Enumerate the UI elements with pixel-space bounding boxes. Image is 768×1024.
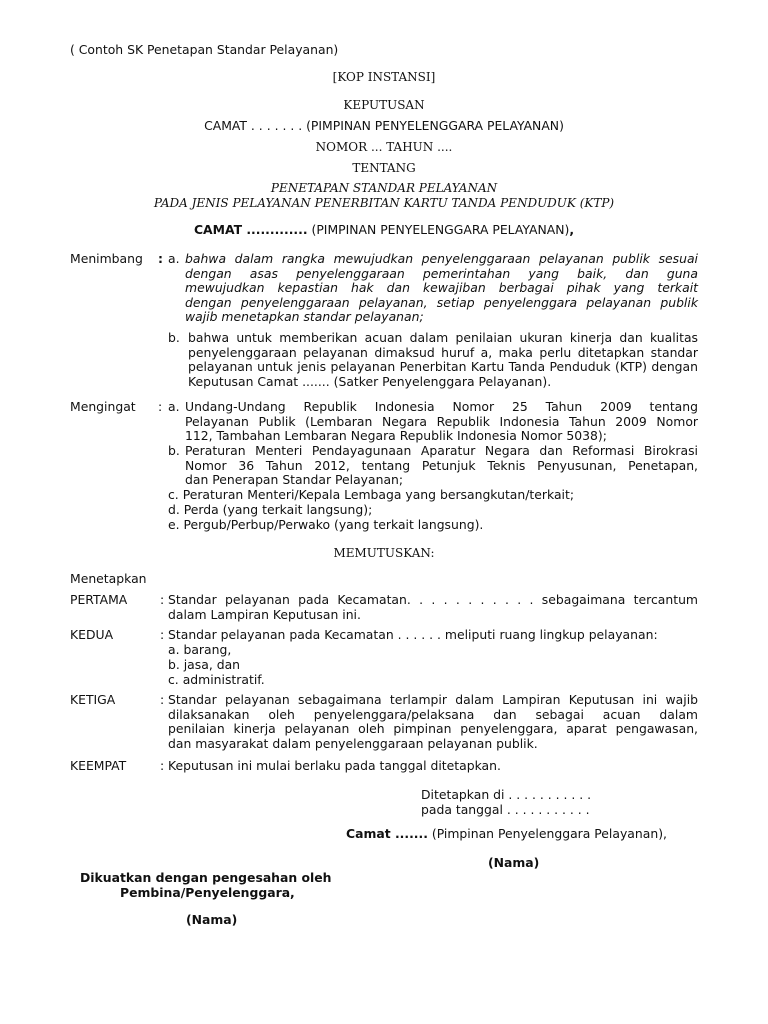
ketiga-line: dilaksanakan oleh penyelenggara/pelaksana dan sebagai acuan dalam bbox=[168, 706, 698, 722]
menimbang-a-marker: a. bbox=[168, 251, 180, 266]
mengingat-b-line: Peraturan Menteri Pendayagunaan Aparatur Negara dan Reformasi Birokrasi bbox=[185, 443, 698, 458]
menimbang-a-line: bahwa dalam rangka mewujudkan penyelenggaraan pelayanan publik sesuai bbox=[185, 251, 698, 266]
signature-camat-rest: (Pimpinan Penyelenggara Pelayanan), bbox=[427, 826, 667, 841]
menimbang-b-marker: b. bbox=[168, 330, 180, 345]
kedua-label: KEDUA bbox=[70, 627, 114, 642]
pertama-line: dalam Lampiran Keputusan ini. bbox=[168, 606, 361, 622]
memutuskan-heading: MEMUTUSKAN: bbox=[333, 546, 435, 560]
subject-line-2: PADA JENIS PELAYANAN PENERBITAN KARTU TANDA PENDUDUK (KTP) bbox=[153, 196, 615, 210]
mengingat-a-line: 112, Tambahan Lembaran Negara Republik Indonesia Nomor 5038); bbox=[185, 428, 607, 444]
menimbang-a-line: dengan penyelenggaraan pelayanan, setiap penyelenggara pelayanan publik bbox=[185, 294, 698, 310]
menimbang-a-line: mewujudkan kepastian hak dan kewajiban berbagai pihak yang terkait bbox=[185, 280, 698, 296]
keempat-line: Keputusan ini mulai berlaku pada tanggal ditetapkan. bbox=[168, 758, 501, 773]
nomor-line: NOMOR ... TAHUN .... bbox=[315, 140, 453, 154]
subject-line-1: PENETAPAN STANDAR PELAYANAN bbox=[270, 181, 498, 195]
menimbang-b-line: Keputusan Camat ....... (Satker Penyelenggara Pelayanan). bbox=[188, 373, 552, 389]
mengingat-colon: : bbox=[158, 399, 163, 414]
menimbang-a-line: dengan asas penyelenggaraan pemerintahan yang baik, dan guna bbox=[185, 265, 698, 281]
menimbang-b-line: pelayanan untuk jenis pelayanan Penerbitan Kartu Tanda Penduduk (KTP) dengan bbox=[188, 359, 698, 375]
mengingat-a-marker: a. bbox=[168, 399, 180, 414]
mengingat-item-e: e. Pergub/Perbup/Perwako (yang terkait langsung). bbox=[168, 517, 484, 532]
menimbang-colon: : bbox=[158, 251, 163, 266]
example-note: ( Contoh SK Penetapan Standar Pelayanan) bbox=[70, 42, 339, 57]
mengingat-label: Mengingat bbox=[70, 399, 136, 414]
menetapkan-label: Menetapkan bbox=[70, 571, 147, 586]
pertama-text bbox=[168, 593, 698, 622]
mengingat-b-marker: b. bbox=[168, 443, 180, 458]
menimbang-label: Menimbang bbox=[70, 251, 143, 266]
mengingat-a-text bbox=[185, 400, 698, 444]
tentang-heading: TENTANG bbox=[352, 161, 416, 175]
ketiga-line: dan masyarakat dalam penyelenggaraan pelayanan publik. bbox=[168, 735, 538, 751]
signature-camat bbox=[346, 827, 667, 841]
mengingat-item-c: c. Peraturan Menteri/Kepala Lembaga yang bersangkutan/terkait; bbox=[168, 487, 575, 502]
ketiga-colon: : bbox=[160, 692, 165, 707]
kedua-item: a. barang, bbox=[168, 642, 232, 657]
signature-camat-bold: Camat ....... bbox=[346, 826, 428, 841]
keempat-colon: : bbox=[160, 758, 165, 773]
pertama-colon: : bbox=[160, 592, 165, 607]
keempat-label: KEEMPAT bbox=[70, 758, 127, 773]
camat-bold: CAMAT ............. bbox=[193, 222, 308, 237]
mengingat-item-d: d. Perda (yang terkait langsung); bbox=[168, 502, 373, 517]
ketiga-label: KETIGA bbox=[70, 692, 116, 707]
ditetapkan-di: Ditetapkan di . . . . . . . . . . . bbox=[421, 787, 592, 802]
mengingat-a-line: Pelayanan Publik (Lembaran Negara Republik Indonesia Tahun 2009 Nomor bbox=[185, 413, 698, 429]
mengingat-b-line: dan Penerapan Standar Pelayanan; bbox=[185, 472, 404, 488]
pada-tanggal: pada tanggal . . . . . . . . . . . bbox=[421, 802, 590, 817]
pengesahan-nama: (Nama) bbox=[186, 912, 238, 927]
camat-heading bbox=[0, 223, 768, 237]
kedua-item: c. administratif. bbox=[168, 672, 265, 687]
pengesahan-line-1: Dikuatkan dengan pengesahan oleh bbox=[80, 870, 332, 885]
mengingat-b-text bbox=[185, 444, 698, 488]
camat-rest: (PIMPINAN PENYELENGGARA PELAYANAN) bbox=[307, 222, 570, 237]
keputusan-heading: KEPUTUSAN bbox=[343, 98, 425, 112]
ketiga-line: Standar pelayanan sebagaimana terlampir dalam Lampiran Keputusan ini wajib bbox=[168, 692, 698, 707]
pengesahan-line-2: Pembina/Penyelenggara, bbox=[120, 885, 295, 900]
kedua-item: b. jasa, dan bbox=[168, 657, 241, 672]
kop-instansi: [KOP INSTANSI] bbox=[332, 70, 436, 84]
camat-line: CAMAT . . . . . . . (PIMPINAN PENYELENGGARA PELAYANAN) bbox=[204, 118, 564, 133]
mengingat-b-line: Nomor 36 Tahun 2012, tentang Petunjuk Teknis Penyusunan, Penetapan, bbox=[185, 457, 698, 473]
signature-nama: (Nama) bbox=[488, 855, 540, 870]
mengingat-a-line: Undang-Undang Republik Indonesia Nomor 25 Tahun 2009 tentang bbox=[185, 399, 698, 414]
ketiga-line: penilaian kinerja pelayanan oleh pimpinan penyelenggara, aparat pengawasan, bbox=[168, 721, 698, 737]
menimbang-a-line: wajib menetapkan standar pelayanan; bbox=[185, 309, 424, 325]
ketiga-text bbox=[168, 693, 698, 751]
pertama-line: Standar pelayanan pada Kecamatan. . . . . . . . . . . sebagaimana tercantum bbox=[168, 592, 698, 607]
menimbang-b-line: penyelenggaraan pelayanan dimaksud huruf a, maka perlu ditetapkan standar bbox=[188, 344, 698, 360]
menimbang-b-text bbox=[188, 331, 698, 389]
menimbang-b-line: bahwa untuk memberikan acuan dalam penilaian ukuran kinerja dan kualitas bbox=[188, 330, 698, 345]
menimbang-a-text bbox=[185, 252, 698, 325]
kedua-line: Standar pelayanan pada Kecamatan . . . . . . meliputi ruang lingkup pelayanan: bbox=[168, 627, 658, 642]
kedua-colon: : bbox=[160, 627, 165, 642]
camat-comma: , bbox=[569, 222, 575, 237]
pertama-label: PERTAMA bbox=[70, 592, 128, 607]
